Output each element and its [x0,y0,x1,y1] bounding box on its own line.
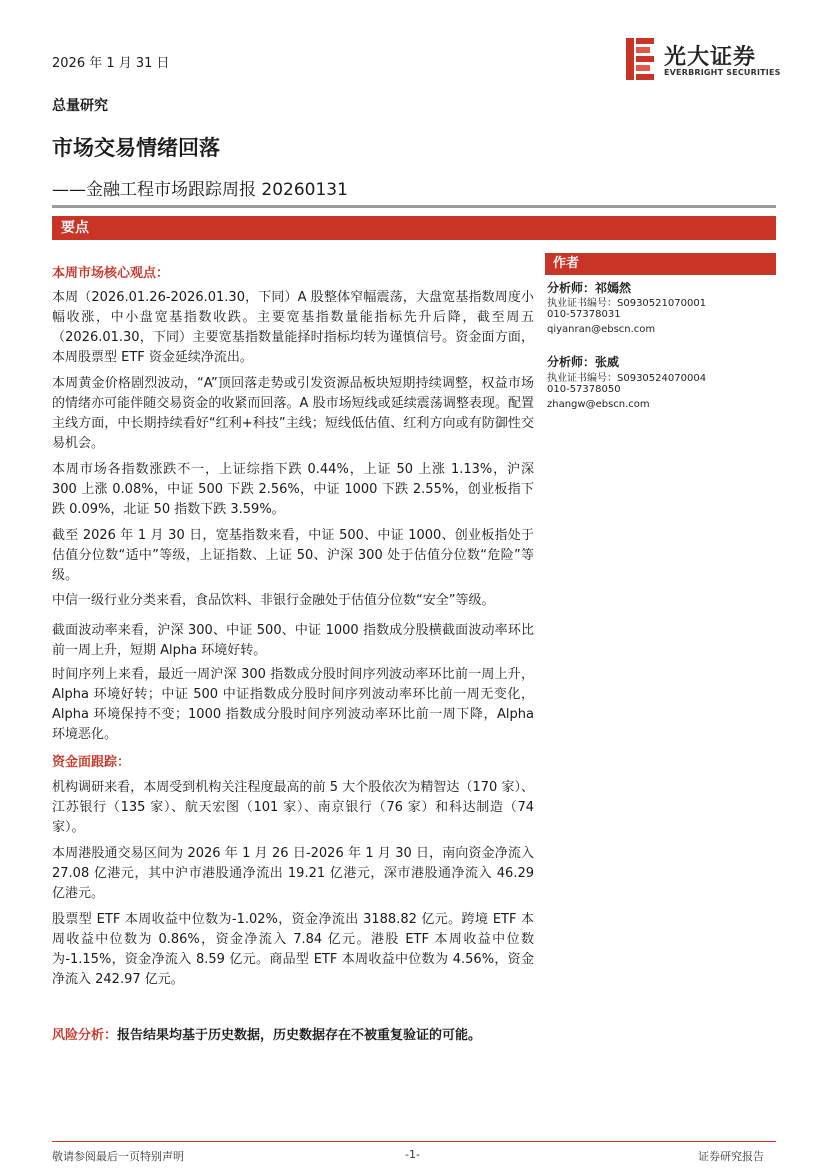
footer-disclaimer: 敬请参阅最后一页特别声明 [52,1150,184,1163]
analyst-cert: 执业证书编号：S0930524070004 [547,373,707,384]
company-logo [626,38,781,82]
analyst-cert: 执业证书编号：S0930521070001 [547,298,707,309]
analyst-email[interactable]: qiyanran@ebscn.com [547,324,656,335]
footer-divider [52,1141,776,1142]
risk-analysis [52,1024,481,1043]
analyst-email[interactable]: zhangw@ebscn.com [547,399,650,410]
authors-banner: 作者 [545,253,776,275]
logo-english-name: EVERBRIGHT SECURITIES [664,68,781,77]
title-divider [52,205,776,208]
analyst-phone: 010-57378050 [547,384,621,395]
core-view-heading: 本周市场核心观点： [52,266,170,281]
everbright-logo-icon [626,38,654,80]
risk-text: 报告结果均基于历史数据，历史数据存在不被重复验证的可能。 [117,1028,482,1043]
logo-chinese-name: 光大证券 [664,45,757,70]
report-subtitle: ——金融工程市场跟踪周报 20260131 [52,180,348,200]
capital-paragraph: 机构调研来看，本周受到机构关注程度最高的前 5 大个股依次为精智达（170 家）、江苏银行（135 家）、航天宏图（101 家）、南京银行（76 家）和科达制造（74 家）。 [52,780,534,835]
footer-report-type: 证券研究报告 [698,1150,764,1163]
core-paragraph: 本周市场各指数涨跌不一，上证综指下跌 0.44%，上证 50 上涨 1.13%，沪深 300 上涨 0.08%，中证 500 下跌 2.56%，中证 1000 下跌 2.55%，创业板指下跌 0.09%，北证 50 指数下跌 3.59%。 [52,462,534,517]
page-number: -1- [405,1148,420,1161]
core-paragraph: 中信一级行业分类来看，食品饮料、非银行金融处于估值分位数“安全”等级。 [52,593,495,608]
core-paragraph: 截至 2026 年 1 月 30 日，宽基指数来看，中证 500、中证 1000、创业板指处于估值分位数“适中”等级，上证指数、上证 50、沪深 300 处于估值分位数“危险”等级。 [52,528,534,583]
report-date: 2026 年 1 月 31 日 [52,56,170,71]
risk-label: 风险分析： [52,1028,118,1043]
core-paragraph: 本周（2026.01.26-2026.01.30，下同）A 股整体窄幅震荡，大盘宽基指数周度小幅收涨，中小盘宽基指数收跌。主要宽基指数量能指标先升后降，截至周五（2026.01.30，下同）主要宽基指数量能择时指标均转为谨慎信号。资金面方面，本周股票型 ETF 资金延续净流出。 [52,290,534,365]
capital-tracking-heading: 资金面跟踪： [52,755,131,770]
analyst-name: 分析师：张威 [547,355,620,369]
keypoints-banner: 要点 [52,216,776,240]
analyst-phone: 010-57378031 [547,309,621,320]
report-title: 市场交易情绪回落 [52,136,220,160]
analyst-name: 分析师：祁嫣然 [547,281,632,295]
core-paragraph: 截面波动率来看，沪深 300、中证 500、中证 1000 指数成分股横截面波动率环比前一周上升，短期 Alpha 环境好转。 [52,623,534,658]
capital-paragraph: 本周港股通交易区间为 2026 年 1 月 26 日-2026 年 1 月 30 日，南向资金净流入 27.08 亿港元，其中沪市港股通净流出 19.21 亿港元，深市港股通净流入 46.29 亿港元。 [52,846,534,901]
capital-paragraph: 股票型 ETF 本周收益中位数为-1.02%，资金净流出 3188.82 亿元。跨境 ETF 本周收益中位数为 0.86%，资金净流入 7.84 亿元。港股 ETF 本周收益中位数为-1.15%，资金净流入 8.59 亿元。商品型 ETF 本周收益中位数为 4.56%，资金净流入 242.97 亿元。 [52,912,534,987]
report-category: 总量研究 [52,98,108,114]
core-paragraph: 时间序列上来看，最近一周沪深 300 指数成分股时间序列波动率环比前一周上升，Alpha 环境好转；中证 500 中证指数成分股时间序列波动率环比前一周无变化，Alpha 环境保持不变；1000 指数成分股时间序列波动率环比前一周下降，Alpha 环境恶化。 [52,667,534,742]
core-paragraph: 本周黄金价格剧烈波动，“A”顶回落走势或引发资源品板块短期持续调整，权益市场的情绪亦可能伴随交易资金的收紧而回落。A 股市场短线或延续震荡调整表现。配置主线方面，中长期持续看好“红利+科技”主线；短线低估值、红利方向或有防御性交易机会。 [52,376,534,451]
